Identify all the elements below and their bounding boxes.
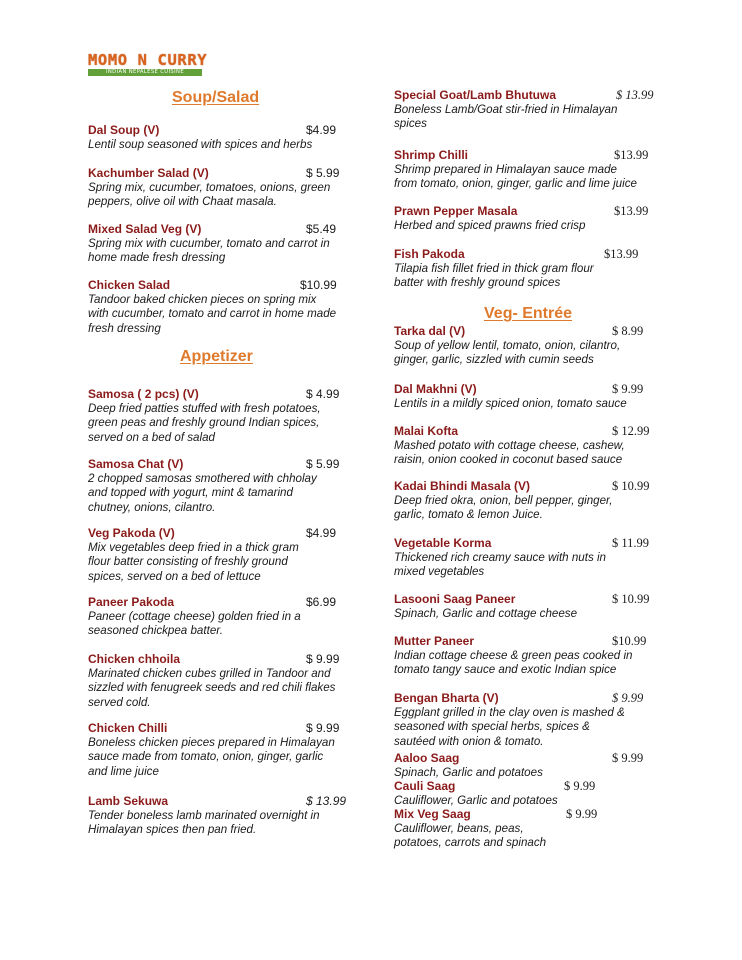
menu-item <box>394 88 656 132</box>
menu-item-header <box>394 592 656 607</box>
menu-item-description: seasoned chickpea batter. <box>88 624 223 638</box>
menu-item-description: Boneless Lamb/Goat stir-fried in Himalayan <box>394 103 618 116</box>
menu-item-name: Shrimp Chilli <box>394 148 469 162</box>
menu-item <box>88 166 356 210</box>
menu-item-price: $13.99 <box>614 148 649 162</box>
menu-item-description: sizzled with fenugreek seeds and red chili flakes <box>88 681 336 695</box>
menu-item-description: Cauliflower, beans, peas, <box>394 822 524 835</box>
menu-item-name: Kadai Bhindi Masala (V) <box>394 479 531 493</box>
menu-item-price: $10.99 <box>612 634 647 648</box>
menu-item-description: spices <box>394 117 427 131</box>
menu-item-description: Herbed and spiced prawns fried crisp <box>394 219 586 232</box>
menu-item-description: and topped with yogurt, mint & tamarind <box>88 486 293 500</box>
menu-item <box>394 592 656 621</box>
section-title-appetizer: Appetizer <box>180 348 253 365</box>
menu-item-name: Aaloo Saag <box>394 751 460 765</box>
menu-item-price: $ 13.99 <box>306 794 347 808</box>
menu-item <box>394 204 656 233</box>
menu-item-header <box>88 526 356 541</box>
menu-item-description: spices, served on a bed of lettuce <box>88 569 261 583</box>
menu-item-price: $13.99 <box>604 247 639 261</box>
menu-item-name: Malai Kofta <box>394 424 459 438</box>
menu-item-price: $6.99 <box>306 595 337 609</box>
menu-item-description: from tomato, onion, ginger, garlic and lime juice <box>394 177 637 191</box>
menu-item-description: sautéed with onion & tomato. <box>394 734 544 748</box>
menu-item-price: $ 5.99 <box>306 166 340 180</box>
menu-item-description: Tandoor baked chicken pieces on spring mix <box>88 293 317 306</box>
menu-item-description: Deep fried patties stuffed with fresh potatoes, <box>88 402 321 415</box>
menu-item-header <box>394 634 656 649</box>
menu-item-name: Lamb Sekuwa <box>88 794 169 808</box>
menu-item-description: ginger, garlic, sizzled with cumin seeds <box>394 353 594 367</box>
menu-item-description: Boneless chicken pieces prepared in Himalayan <box>88 736 335 749</box>
menu-item <box>88 652 356 710</box>
menu-item-description: 2 chopped samosas smothered with chholay <box>88 472 317 485</box>
menu-item <box>394 807 656 851</box>
menu-item-description: Shrimp prepared in Himalayan sauce made <box>394 163 617 176</box>
menu-item-header <box>394 691 656 706</box>
menu-item-header <box>88 387 356 402</box>
menu-item-description: Spring mix with cucumber, tomato and carrot in <box>88 237 330 250</box>
menu-item-name: Samosa Chat (V) <box>88 457 184 471</box>
menu-item-description: Tender boneless lamb marinated overnight in <box>88 809 320 822</box>
menu-item-name: Mutter Paneer <box>394 634 475 648</box>
menu-item <box>88 278 356 336</box>
menu-item-price: $4.99 <box>306 526 337 540</box>
menu-item-description: raisin, onion cooked in coconut based sauce <box>394 453 623 467</box>
menu-item-header <box>394 324 656 339</box>
menu-item-name: Mixed Salad Veg (V) <box>88 222 202 236</box>
menu-item-description: Mashed potato with cottage cheese, cashew, <box>394 439 625 452</box>
menu-item-name: Prawn Pepper Masala <box>394 204 518 218</box>
menu-item-price: $ 12.99 <box>612 424 650 438</box>
logo-tagline: INDIAN NEPALESE CUISINE <box>88 69 202 76</box>
menu-item <box>88 526 356 584</box>
menu-item-description: batter with freshly ground spices <box>394 276 561 290</box>
menu-item-price: $ 9.99 <box>566 807 598 821</box>
menu-item-price: $ 10.99 <box>612 592 650 606</box>
menu-item-name: Tarka dal (V) <box>394 324 466 338</box>
menu-item-name: Bengan Bharta (V) <box>394 691 499 705</box>
menu-item-description: Lentils in a mildly spiced onion, tomato sauce <box>394 397 627 410</box>
menu-item-name: Mix Veg Saag <box>394 807 471 821</box>
menu-item-description: Tilapia fish fillet fried in thick gram flour <box>394 262 594 275</box>
menu-item <box>88 222 356 266</box>
menu-item-header <box>394 382 656 397</box>
menu-item-description: and lime juice <box>88 764 159 778</box>
menu-item-header <box>394 479 656 494</box>
menu-item-description: seasoned with special herbs, spices & <box>394 720 590 734</box>
section-title-veg-entree: Veg- Entrée <box>484 305 573 322</box>
menu-item-name: Dal Makhni (V) <box>394 382 477 396</box>
menu-item-description: Marinated chicken cubes grilled in Tandoor and <box>88 667 331 680</box>
menu-item <box>394 148 656 192</box>
menu-item-header <box>394 88 656 103</box>
menu-item-description: chutney, onions, cilantro. <box>88 500 216 514</box>
menu-item-price: $4.99 <box>306 123 337 137</box>
menu-item <box>88 794 356 838</box>
menu-item-name: Samosa ( 2 pcs) (V) <box>88 387 199 401</box>
menu-item-name: Paneer Pakoda <box>88 595 175 609</box>
menu-item-header <box>88 794 356 809</box>
menu-item-description: with cucumber, tomato and carrot in home made <box>88 307 337 321</box>
menu-item <box>394 324 656 368</box>
menu-item-name: Chicken chhoila <box>88 652 181 666</box>
menu-item-description: Spinach, Garlic and potatoes <box>394 766 543 779</box>
menu-item-price: $ 4.99 <box>306 387 340 401</box>
menu-item-description: Eggplant grilled in the clay oven is mashed & <box>394 706 625 719</box>
menu-item-header <box>394 148 656 163</box>
menu-item-price: $ 10.99 <box>612 479 650 493</box>
menu-item-description: sauce made from tomato, onion, ginger, garlic <box>88 750 324 764</box>
menu-item-header <box>394 424 656 439</box>
menu-item-description: flour batter consisting of freshly ground <box>88 555 288 569</box>
menu-item-name: Veg Pakoda (V) <box>88 526 175 540</box>
menu-item-price: $ 11.99 <box>612 536 650 550</box>
menu-item-price: $ 9.99 <box>564 779 596 793</box>
menu-item-header <box>394 247 656 262</box>
menu-item-description: served cold. <box>88 695 151 709</box>
menu-item-description: fresh dressing <box>88 321 161 335</box>
menu-item-price: $ 9.99 <box>612 751 644 765</box>
menu-item-price: $ 9.99 <box>306 721 340 735</box>
menu-item-price: $ 9.99 <box>306 652 340 666</box>
menu-item-description: Cauliflower, Garlic and potatoes <box>394 794 558 807</box>
menu-item-header <box>88 457 356 472</box>
menu-item-name: Chicken Chilli <box>88 721 168 735</box>
menu-item <box>394 751 656 780</box>
menu-item-name: Vegetable Korma <box>394 536 492 550</box>
menu-item-description: Paneer (cottage cheese) golden fried in a <box>88 610 301 623</box>
menu-item-description: Soup of yellow lentil, tomato, onion, cilantro, <box>394 339 621 352</box>
menu-item-description: Deep fried okra, onion, bell pepper, ginger, <box>394 494 613 507</box>
menu-item <box>88 457 356 515</box>
menu-item-name: Dal Soup (V) <box>88 123 160 137</box>
menu-item-description: Thickened rich creamy sauce with nuts in <box>394 551 606 564</box>
menu-item-description: mixed vegetables <box>394 565 485 579</box>
menu-item-header <box>394 204 656 219</box>
menu-item-description: potatoes, carrots and spinach <box>394 836 547 850</box>
menu-item-name: Cauli Saag <box>394 779 456 793</box>
menu-item-description: tomato tangy sauce and exotic Indian spice <box>394 663 617 677</box>
menu-item-header <box>88 166 356 181</box>
menu-item-description: Himalayan spices then pan fried. <box>88 823 257 837</box>
menu-item <box>394 536 656 580</box>
menu-item-header <box>394 807 656 822</box>
menu-item-description: garlic, tomato & lemon Juice. <box>394 508 543 522</box>
menu-item-price: $ 13.99 <box>616 88 654 102</box>
menu-item-price: $ 9.99 <box>612 691 644 705</box>
menu-item-description: home made fresh dressing <box>88 251 226 265</box>
menu-item <box>394 382 656 411</box>
menu-item-price: $5.49 <box>306 222 337 236</box>
menu-item-price: $ 8.99 <box>612 324 644 338</box>
menu-item <box>394 479 656 523</box>
menu-item-price: $ 9.99 <box>612 382 644 396</box>
menu-item-description: served on a bed of salad <box>88 430 215 444</box>
menu-item <box>88 721 356 779</box>
menu-item-description: Spinach, Garlic and cottage cheese <box>394 607 578 620</box>
menu-item-header <box>88 222 356 237</box>
menu-item-header <box>394 536 656 551</box>
menu-item <box>88 387 356 445</box>
menu-item-header <box>394 751 656 766</box>
menu-item <box>394 779 656 808</box>
restaurant-logo <box>88 51 208 76</box>
menu-item-description: Spring mix, cucumber, tomatoes, onions, green <box>88 181 331 194</box>
menu-item-name: Special Goat/Lamb Bhutuwa <box>394 88 557 102</box>
menu-item-price: $ 5.99 <box>306 457 340 471</box>
logo-name: MOMO N CURRY <box>88 51 208 69</box>
menu-item-name: Fish Pakoda <box>394 247 465 261</box>
menu-item-description: Mix vegetables deep fried in a thick gram <box>88 541 299 554</box>
menu-item-header <box>88 595 356 610</box>
menu-item-price: $13.99 <box>614 204 649 218</box>
menu-item <box>88 123 356 152</box>
menu-item-header <box>88 278 356 293</box>
menu-item-header <box>394 779 656 794</box>
menu-item <box>394 691 656 749</box>
menu-item-description: green peas and freshly ground Indian spices, <box>88 416 320 430</box>
menu-item-price: $10.99 <box>300 278 337 292</box>
menu-item-name: Kachumber Salad (V) <box>88 166 209 180</box>
menu-item-name: Lasooni Saag Paneer <box>394 592 516 606</box>
menu-item-header <box>88 123 356 138</box>
menu-item <box>88 595 356 639</box>
menu-item-description: peppers, olive oil with Chaat masala. <box>88 195 277 209</box>
menu-item-description: Lentil soup seasoned with spices and herbs <box>88 138 313 151</box>
menu-item <box>394 634 656 678</box>
menu-item-description: Indian cottage cheese & green peas cooked in <box>394 649 633 662</box>
menu-item <box>394 424 656 468</box>
menu-item <box>394 247 656 291</box>
menu-item-header <box>88 721 356 736</box>
menu-item-header <box>88 652 356 667</box>
section-title-soup-salad: Soup/Salad <box>172 89 260 106</box>
menu-item-name: Chicken Salad <box>88 278 171 292</box>
